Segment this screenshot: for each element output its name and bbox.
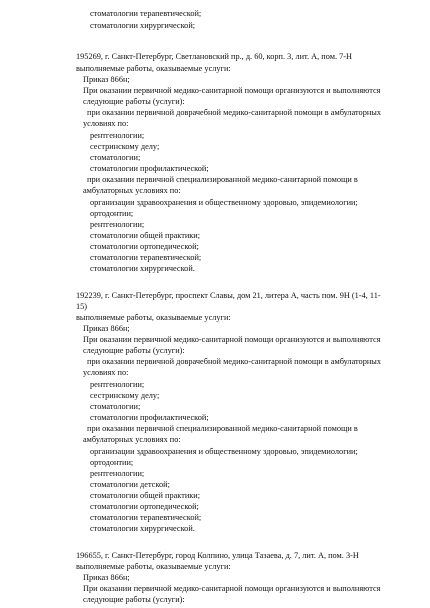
list-item: стоматологии хирургической. [90, 524, 195, 533]
paragraph-line: амбулаторных условиях по: [83, 435, 181, 444]
paragraph-line: условиях по: [83, 368, 129, 377]
paragraph-line: при оказании первичной доврачебной медико-санитарной помощи в амбулаторных [87, 357, 382, 366]
paragraph-line: условиях по: [83, 119, 129, 128]
list-item: стоматологии терапевтической; [90, 513, 202, 522]
paragraph-line: амбулаторных условиях по: [83, 186, 181, 195]
list-item: стоматологии; [90, 153, 141, 162]
list-item: рентгенологии; [90, 380, 145, 389]
list-item: организации здравоохранения и общественному здоровью, эпидемиологии; [90, 198, 358, 207]
works-heading: выполняемые работы, оказываемые услуги: [76, 64, 231, 73]
list-item: стоматологии хирургической. [90, 264, 195, 273]
paragraph-line: При оказании первичной медико-санитарной помощи организуются и выполняются [83, 335, 381, 344]
list-item: рентгенологии; [90, 469, 145, 478]
list-item: рентгенологии; [90, 220, 145, 229]
list-item: стоматологии терапевтической; [90, 253, 202, 262]
list-item: стоматологии терапевтической; [90, 9, 202, 18]
list-item: ортодонтии; [90, 458, 134, 467]
paragraph-line: следующие работы (услуги): [83, 97, 185, 106]
paragraph-line: При оказании первичной медико-санитарной помощи организуются и выполняются [83, 86, 381, 95]
list-item: ортодонтии; [90, 209, 134, 218]
list-item: стоматологии хирургической; [90, 21, 196, 30]
paragraph-line: при оказании первичной специализированной медико-санитарной помощи в [87, 175, 358, 184]
list-item: стоматологии общей практики; [90, 231, 201, 240]
order-line: Приказ 866н; [83, 324, 130, 333]
address-line: 192239, г. Санкт-Петербург, проспект Славы, дом 21, литера А, часть пом. 9Н (1-4, 11- [76, 291, 381, 300]
list-item: стоматологии профилактической; [90, 413, 209, 422]
paragraph-line: При оказании первичной медико-санитарной помощи организуются и выполняются [83, 584, 381, 593]
address-line: 15) [76, 302, 88, 311]
paragraph-line: следующие работы (услуги): [83, 346, 185, 355]
paragraph-line: при оказании первичной специализированной медико-санитарной помощи в [87, 424, 358, 433]
order-line: Приказ 866н; [83, 573, 130, 582]
paragraph-line: следующие работы (услуги): [83, 595, 185, 604]
list-item: сестринскому делу; [90, 391, 160, 400]
works-heading: выполняемые работы, оказываемые услуги: [76, 313, 231, 322]
list-item: сестринскому делу; [90, 142, 160, 151]
list-item: стоматологии ортопедической; [90, 242, 199, 251]
list-item: организации здравоохранения и общественному здоровью, эпидемиологии; [90, 447, 358, 456]
address-line: 195269, г. Санкт-Петербург, Светлановский пр., д. 60, корп. 3, лит. А, пом. 7-Н [76, 52, 353, 61]
list-item: стоматологии ортопедической; [90, 502, 199, 511]
list-item: стоматологии; [90, 402, 141, 411]
address-line: 196655, г. Санкт-Петербург, город Колпино, улица Тазаева, д. 7, лит. А, пом. 3-Н [76, 551, 359, 560]
list-item: стоматологии профилактической; [90, 164, 209, 173]
works-heading: выполняемые работы, оказываемые услуги: [76, 562, 231, 571]
list-item: стоматологии общей практики; [90, 491, 201, 500]
paragraph-line: при оказании первичной доврачебной медико-санитарной помощи в амбулаторных [87, 108, 382, 117]
list-item: рентгенологии; [90, 131, 145, 140]
list-item: стоматологии детской; [90, 480, 170, 489]
order-line: Приказ 866н; [83, 75, 130, 84]
